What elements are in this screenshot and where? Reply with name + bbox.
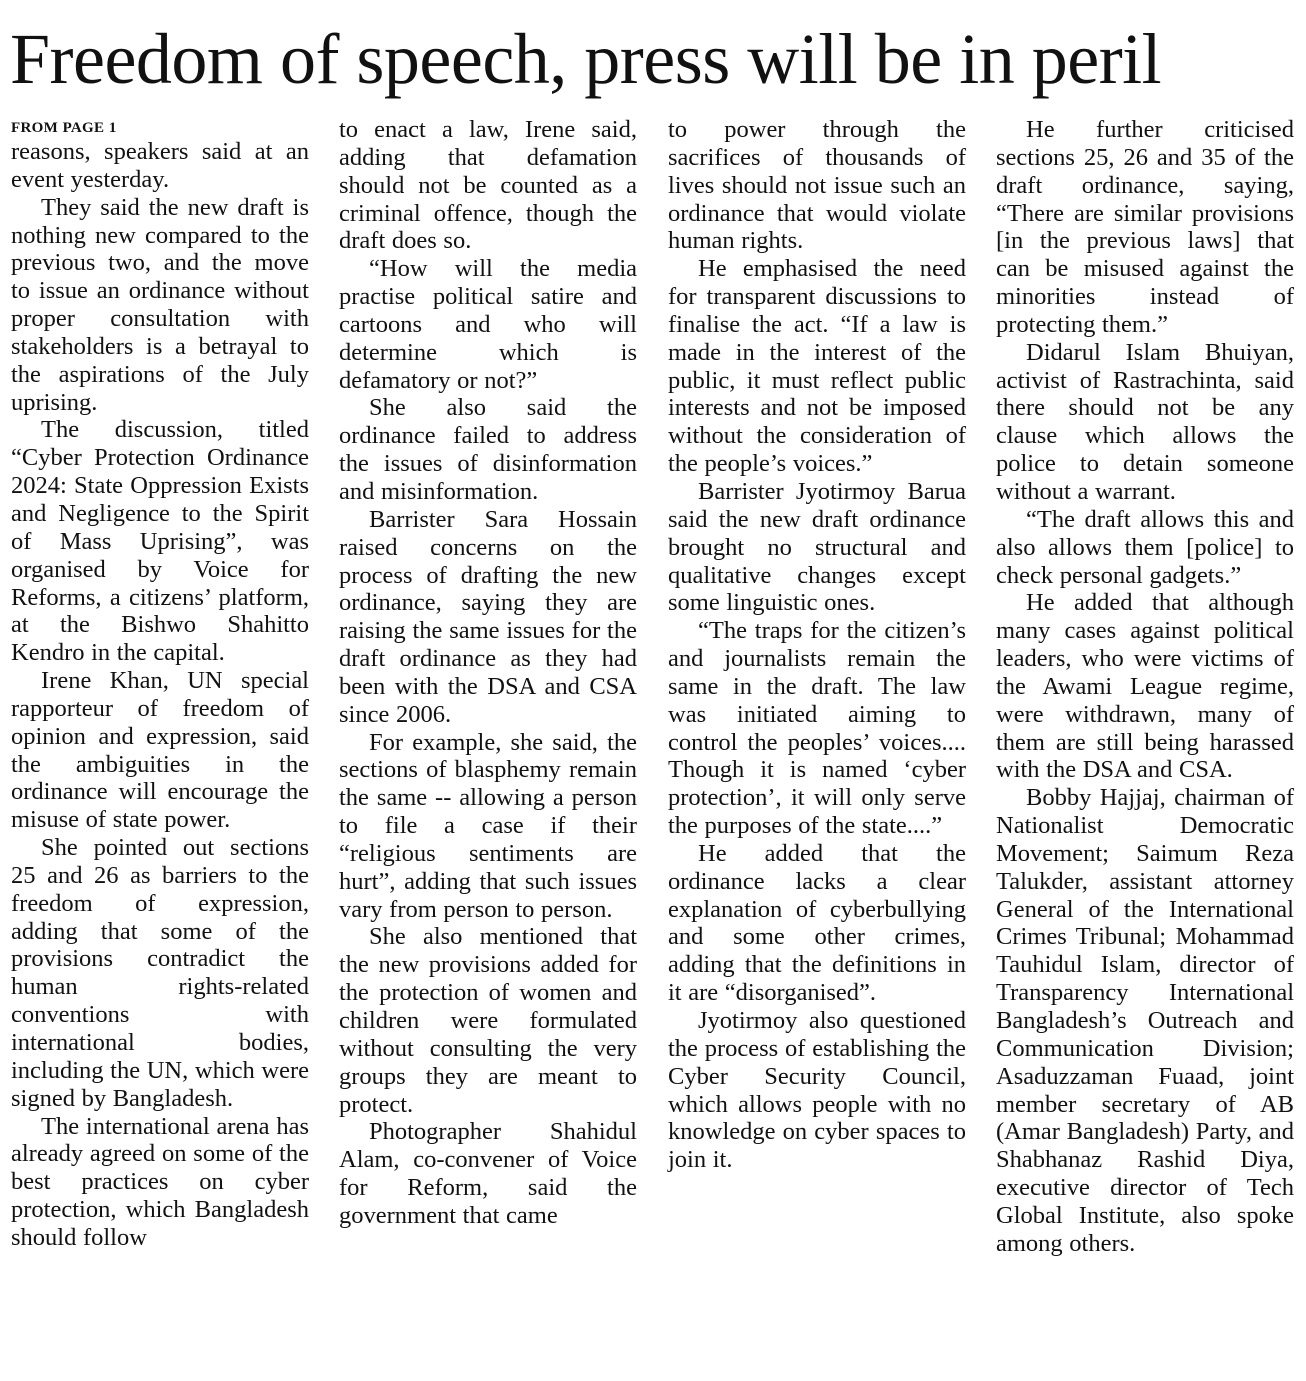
paragraph: The international arena has already agreed on some of the best practices on cyber protection, which Bangladesh should follow [11,1112,309,1251]
paragraph: Jyotirmoy also questioned the process of establishing the Cyber Security Council, which allows people with no knowledge on cyber spaces to join it. [668,1007,966,1174]
article-column-3 [668,116,966,1174]
paragraph: Irene Khan, UN special rapporteur of freedom of opinion and expression, said the ambiguities in the ordinance will encourage the misuse of state power. [11,667,309,834]
paragraph: to power through the sacrifices of thousands of lives should not issue such an ordinance that would violate human rights. [668,116,966,255]
paragraph: Barrister Sara Hossain raised concerns on the process of drafting the new ordinance, saying they are raising the same issues for the draft ordinance as they had been with the DSA and CSA since 2006. [339,505,637,728]
paragraph: Bobby Hajjaj, chairman of Nationalist Democratic Movement; Saimum Reza Talukder, assistant attorney General of the International Crimes Tribunal; Mohammad Tauhidul Islam, director of Transparency International Bangladesh’s Outreach and Communication Division; Asaduzzaman Fuaad, joint member secretary of AB (Amar Bangladesh) Party, and Shabhanaz Rashid Diya, executive director of Tech Global Institute, also spoke among others. [996,784,1294,1257]
paragraph: She also mentioned that the new provisions added for the protection of women and children were formulated without consulting the very groups they are meant to protect. [339,923,637,1118]
paragraph: He added that the ordinance lacks a clear explanation of cyberbullying and some other crimes, adding that the definitions in it are “disorganised”. [668,839,966,1007]
paragraph: He added that although many cases against political leaders, who were victims of the Awami League regime, were withdrawn, many of them are still being harassed with the DSA and CSA. [996,589,1294,784]
paragraph: Didarul Islam Bhuiyan, activist of Rastrachinta, said there should not be any clause which allows the police to detain someone without a warrant. [996,338,1294,505]
paragraph: They said the new draft is nothing new compared to the previous two, and the move to issue an ordinance without proper consultation with stakeholders is a betrayal to the aspirations of the July uprising. [11,193,309,416]
paragraph: “The traps for the citizen’s and journalists remain the same in the draft. The law was initiated aiming to control the peoples’ voices.... Though it is named ‘cyber protection’, it will only serve the purposes of the state....” [668,617,966,840]
headline: Freedom of speech, press will be in peril [10,19,1162,99]
article-column-2 [339,116,637,1230]
kicker-from-page: FROM PAGE 1 [11,120,117,136]
paragraph: He further criticised sections 25, 26 and 35 of the draft ordinance, saying, “There are similar provisions [in the previous laws] that can be misused against the minorities instead of protecting them.” [996,116,1294,338]
paragraph: to enact a law, Irene said, adding that defamation should not be counted as a criminal offence, though the draft does so. [339,116,637,255]
paragraph: “The draft allows this and also allows them [police] to check personal gadgets.” [996,505,1294,589]
article-column-1 [11,116,309,1252]
article-column-4 [996,116,1294,1258]
paragraph: reasons, speakers said at an event yesterday. [11,138,309,193]
paragraph: “How will the media practise political satire and cartoons and who will determine which is defamatory or not?” [339,255,637,394]
paragraph: She also said the ordinance failed to address the issues of disinformation and misinformation. [339,394,637,505]
paragraph: He emphasised the need for transparent discussions to finalise the act. “If a law is made in the interest of the public, it must reflect public interests and not be imposed without the consideration of the people’s voices.” [668,255,966,478]
paragraph: The discussion, titled “Cyber Protection Ordinance 2024: State Oppression Exists and Negligence to the Spirit of Mass Uprising”, was organised by Voice for Reforms, a citizens’ platform, at the Bishwo Shahitto Kendro in the capital. [11,416,309,667]
paragraph: Barrister Jyotirmoy Barua said the new draft ordinance brought no structural and qualitative changes except some linguistic ones. [668,477,966,617]
paragraph: She pointed out sections 25 and 26 as barriers to the freedom of expression, adding that some of the provisions contradict the human rights-related conventions with international bodies, including the UN, which were signed by Bangladesh. [11,834,309,1112]
paragraph: Photographer Shahidul Alam, co-convener of Voice for Reform, said the government that came [339,1118,637,1229]
paragraph: For example, she said, the sections of blasphemy remain the same -- allowing a person to file a case if their “religious sentiments are hurt”, adding that such issues vary from person to person. [339,728,637,923]
